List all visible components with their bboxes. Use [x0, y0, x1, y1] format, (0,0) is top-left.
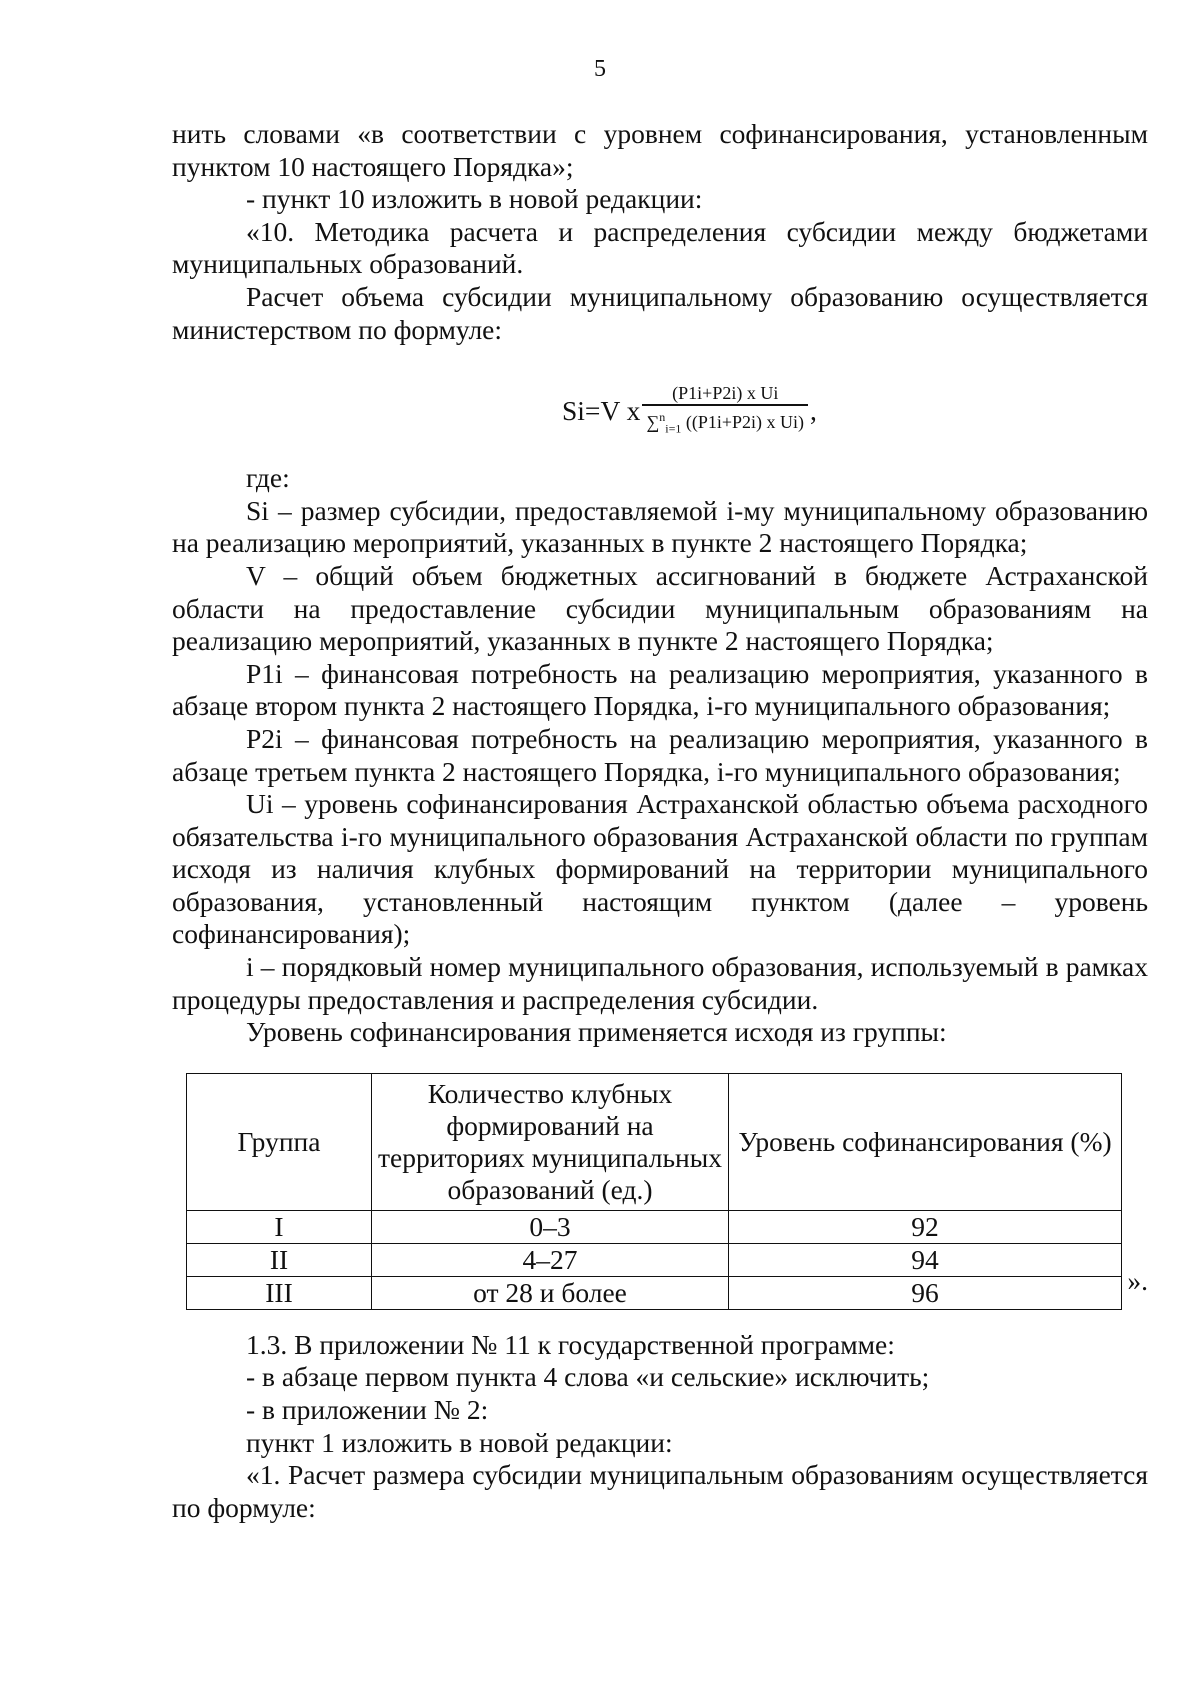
subsidy-formula [562, 382, 817, 440]
table-cell: 4–27 [372, 1243, 729, 1276]
paragraph: Уровень софинансирования применяется исходя из группы: [246, 1016, 947, 1048]
table-cell: II [187, 1243, 372, 1276]
table-header-row [187, 1073, 1122, 1210]
paragraph: P1i – финансовая потребность на реализацию мероприятия, указанного в абзаце втором пункта 2 настоящего Порядка, i-го муниципального образования; [172, 657, 1148, 722]
table-cell: I [187, 1210, 372, 1243]
document-body [172, 118, 1148, 1524]
paragraph: «10. Методика расчета и распределения субсидии между бюджетами муниципальных образований. [172, 215, 1148, 280]
table-cell: III [187, 1276, 372, 1309]
formula-block [172, 346, 1148, 462]
sigma-symbol [646, 410, 682, 436]
amendment-paragraphs [172, 1329, 1148, 1525]
paragraph: P2i – финансовая потребность на реализацию мероприятия, указанного в абзаце третьем пункта 2 настоящего Порядка, i-го муниципального образования; [172, 722, 1148, 787]
table-cell: 0–3 [372, 1210, 729, 1243]
table-cell: от 28 и более [372, 1276, 729, 1309]
header-group: Группа [187, 1073, 372, 1210]
cofinancing-table-wrap [172, 1049, 1148, 1329]
sigma-lower: i=1 [665, 421, 682, 436]
formula-lhs: Si=V x [562, 394, 641, 426]
formula-denominator [642, 406, 808, 440]
formula-numerator: (P1i+P2i) x Ui [672, 383, 779, 404]
table-row [187, 1210, 1122, 1243]
table-cell: 92 [729, 1210, 1122, 1243]
page-number: 5 [594, 56, 606, 82]
header-club-count: Количество клубных формирований на территориях муниципальных образований (ед.) [372, 1073, 729, 1210]
paragraph: нить словами «в соответствии с уровнем софинансирования, установленным пунктом 10 настоящего Порядка»; [172, 118, 1148, 182]
table-row [187, 1243, 1122, 1276]
paragraph: Si – размер субсидии, предоставляемой i-му муниципальному образованию на реализацию мероприятий, указанных в пункте 2 настоящего Порядка; [172, 494, 1148, 559]
table-row [187, 1276, 1122, 1309]
sigma-sign: ∑ [646, 412, 660, 433]
intro-paragraphs [172, 118, 1148, 346]
cofinancing-table [186, 1073, 1122, 1310]
paragraph: пункт 1 изложить в новой редакции: [246, 1426, 673, 1458]
paragraph: Ui – уровень софинансирования Астраханской областью объема расходного обязательства i-го муниципального образования Астраханской области по группам исходя из наличия клубных формирований на территории муниципального образования, установленный настоящим пунктом (далее – уровень софинансирования); [172, 788, 1148, 950]
table-body [187, 1210, 1122, 1309]
table-cell: 96 [729, 1276, 1122, 1309]
paragraph: - в абзаце первом пункта 4 слова «и сельские» исключить; [246, 1361, 930, 1393]
paragraph: Расчет объема субсидии муниципальному образованию осуществляется министерством по формуле: [172, 280, 1148, 345]
paragraph: V – общий объем бюджетных ассигнований в бюджете Астраханской области на предоставление субсидии муниципальным образованиям на реализацию мероприятий, указанных в пункте 2 настоящего Порядка; [172, 559, 1148, 657]
paragraph: «1. Расчет размера субсидии муниципальным образованиям осуществляется по формуле: [172, 1459, 1148, 1523]
definition-paragraphs [172, 462, 1148, 1049]
denominator-expression: ((P1i+P2i) x Ui) [685, 412, 805, 433]
closing-quote: ». [1127, 1264, 1148, 1296]
paragraph: где: [246, 462, 290, 494]
paragraph: i – порядковый номер муниципального образования, используемый в рамках процедуры предоставления и распределения субсидии. [172, 951, 1148, 1015]
formula-trailing-comma: , [810, 394, 817, 426]
table-cell: 94 [729, 1243, 1122, 1276]
paragraph: 1.3. В приложении № 11 к государственной программе: [246, 1328, 895, 1360]
sigma-upper: n [659, 410, 666, 425]
paragraph: - в приложении № 2: [246, 1394, 489, 1426]
paragraph: - пункт 10 изложить в новой редакции: [246, 183, 703, 215]
formula-fraction [642, 382, 808, 440]
header-cofinancing-level: Уровень софинансирования (%) [729, 1073, 1122, 1210]
